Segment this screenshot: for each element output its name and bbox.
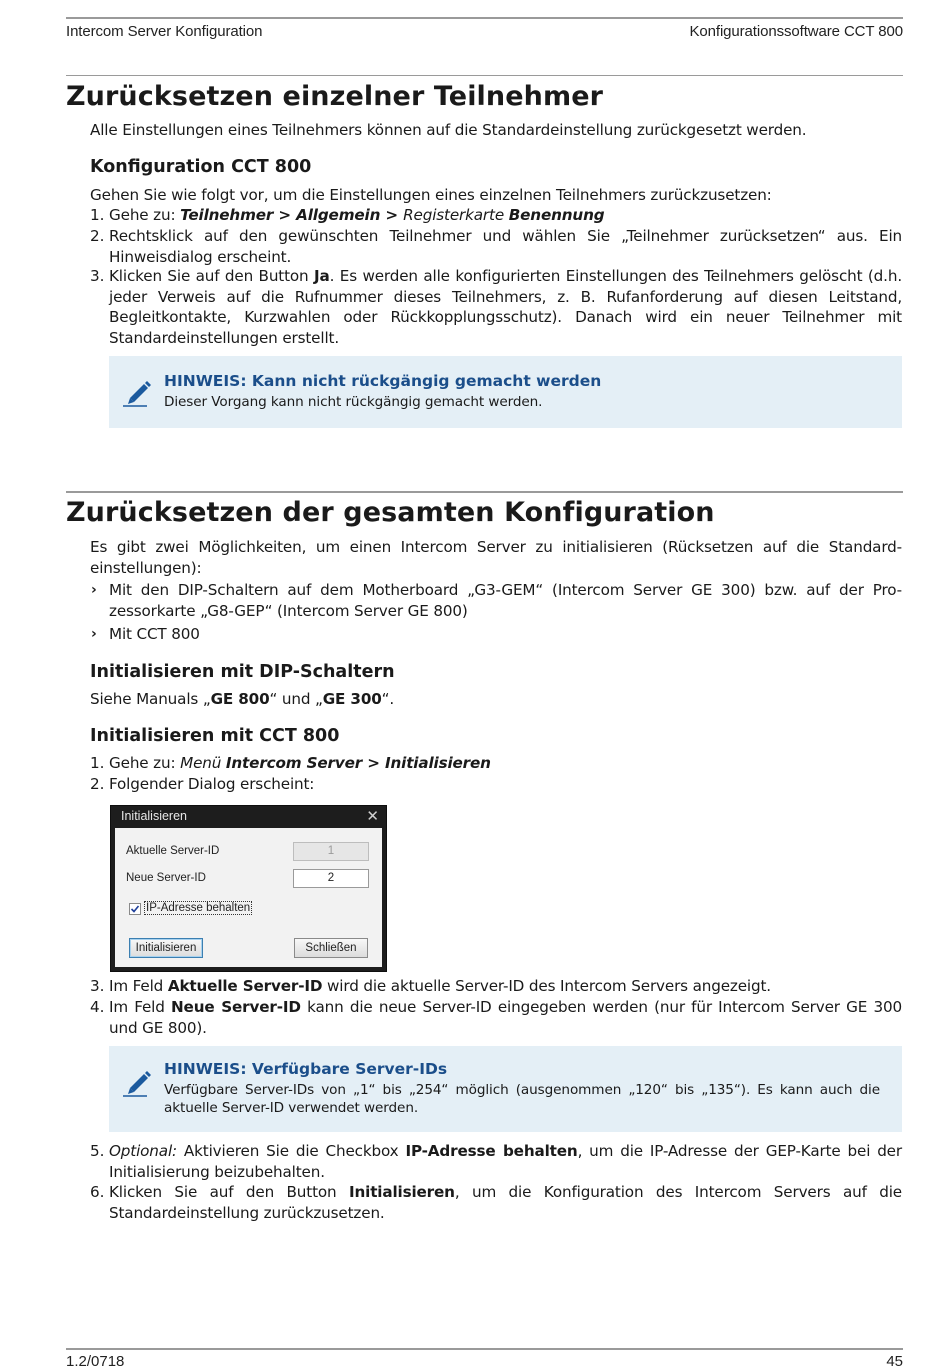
header-right: Konfigurationssoftware CCT 800 (689, 23, 903, 40)
step-number: 1. (90, 206, 105, 224)
initialize-button[interactable]: Initialisieren (129, 938, 203, 958)
section2-title: Zurücksetzen der gesamten Konfiguration (66, 497, 715, 528)
section1-subheading: Konfiguration CCT 800 (90, 157, 312, 177)
note-text: Dieser Vorgang kann nicht rückgängig gemacht werden. (164, 394, 543, 410)
pencil-icon (121, 1066, 151, 1098)
chevron-right-icon: › (91, 626, 97, 642)
current-server-id-field: 1 (293, 842, 369, 861)
step-number: 1. (90, 754, 105, 772)
sub2-step-3: Im Feld Aktuelle Server-ID wird die aktuelle Server-ID des Intercom Servers angezeigt. (109, 977, 771, 995)
bullet-item: Mit den DIP-Schaltern auf dem Motherboard „G3-GEM“ (Intercom Server GE 300) bzw. auf der Pro-zessorkarte „G8-GEP“ (Intercom Server GE 800) (109, 581, 902, 620)
sub2-heading: Initialisieren mit CCT 800 (90, 726, 340, 746)
new-server-id-label: Neue Server-ID (126, 872, 206, 884)
keep-ip-label: IP-Adresse behalten (146, 902, 251, 914)
check-icon (130, 904, 140, 914)
note-box (109, 356, 902, 428)
sub2-step-5: Optional: Aktivieren Sie die Checkbox IP-Adresse behalten, um die IP-Adresse der GEP-Karte bei der Initialisierung beizubehalten. (109, 1142, 902, 1181)
close-icon[interactable]: ✕ (366, 808, 379, 825)
sub1-heading: Initialisieren mit DIP-Schaltern (90, 662, 395, 682)
header-bottom-rule (66, 75, 903, 76)
bullet-item: Mit CCT 800 (109, 625, 200, 643)
footer-version: 1.2/0718 (66, 1353, 125, 1370)
section1-title: Zurücksetzen einzelner Teilnehmer (66, 81, 604, 112)
section1-intro: Alle Einstellungen eines Teilnehmers können auf die Standardeinstellung zurückgesetzt werden. (90, 121, 807, 139)
section2-intro: Es gibt zwei Möglichkeiten, um einen Intercom Server zu initialisieren (Rücksetzen auf die Standard-einstellungen): (90, 538, 902, 577)
footer-rule (66, 1348, 903, 1350)
dialog-body (115, 828, 382, 967)
section1-step-3: Klicken Sie auf den Button Ja. Es werden alle konfigurierten Einstellungen des Teilnehmers gelöscht (d.h. jeder Verweis auf die Rufnummer dieses Teilnehmers, z. B. Rufanforderung auf diesen Leitstand, Begleitkontakte, Kurzwahlen oder Rückkopplungsschutz). Danach wird ein neuer Teilnehmer mit Standardeinstellungen erstellt. (109, 267, 902, 347)
current-server-id-label: Aktuelle Server-ID (126, 845, 220, 857)
note-box (109, 1046, 902, 1132)
pencil-icon (121, 376, 151, 408)
section1-lead: Gehen Sie wie folgt vor, um die Einstellungen eines einzelnen Teilnehmers zurückzusetzen: (90, 186, 772, 204)
page-number: 45 (886, 1353, 903, 1370)
dialog-title: Initialisieren (121, 809, 188, 823)
step-number: 6. (90, 1183, 105, 1201)
keep-ip-checkbox[interactable] (129, 903, 141, 915)
header-top-rule (66, 17, 903, 19)
new-server-id-field[interactable]: 2 (293, 869, 369, 888)
step-number: 2. (90, 775, 105, 793)
sub2-step-6: Klicken Sie auf den Button Initialisieren, um die Konfiguration des Intercom Servers auf die Standardeinstellung zurückzusetzen. (109, 1183, 902, 1222)
section2-rule (66, 491, 903, 493)
section1-step-2: Rechtsklick auf den gewünschten Teilnehmer und wählen Sie „Teilnehmer zurücksetzen“ aus. Ein Hinweisdialog erscheint. (109, 227, 902, 266)
sub2-step-2: Folgender Dialog erscheint: (109, 775, 315, 793)
step-number: 3. (90, 977, 105, 995)
initialize-dialog (110, 805, 387, 972)
note-title: HINWEIS: Kann nicht rückgängig gemacht werden (164, 372, 602, 390)
sub1-text: Siehe Manuals „GE 800“ und „GE 300“. (90, 690, 395, 708)
chevron-right-icon: › (91, 582, 97, 598)
sub2-step-1: Gehe zu: Menü Intercom Server > Initialisieren (109, 754, 491, 772)
sub2-step-4: Im Feld Neue Server-ID kann die neue Server-ID eingegeben werden (nur für Intercom Server GE 300 und GE 800). (109, 998, 903, 1037)
note-text: Verfügbare Server-IDs von „1“ bis „254“ möglich (ausgenommen „120“ bis „135“). Es kann auch die aktuelle Server-ID verwendet werden. (164, 1082, 880, 1116)
note-title: HINWEIS: Verfügbare Server-IDs (164, 1060, 448, 1078)
step-number: 2. (90, 227, 105, 245)
step-number: 4. (90, 998, 105, 1016)
step-number: 3. (90, 267, 105, 285)
header-left: Intercom Server Konfiguration (66, 23, 263, 40)
step-number: 5. (90, 1142, 105, 1160)
section1-step-1: Gehe zu: Teilnehmer > Allgemein > Registerkarte Benennung (109, 206, 605, 224)
close-button[interactable]: Schließen (294, 938, 368, 958)
